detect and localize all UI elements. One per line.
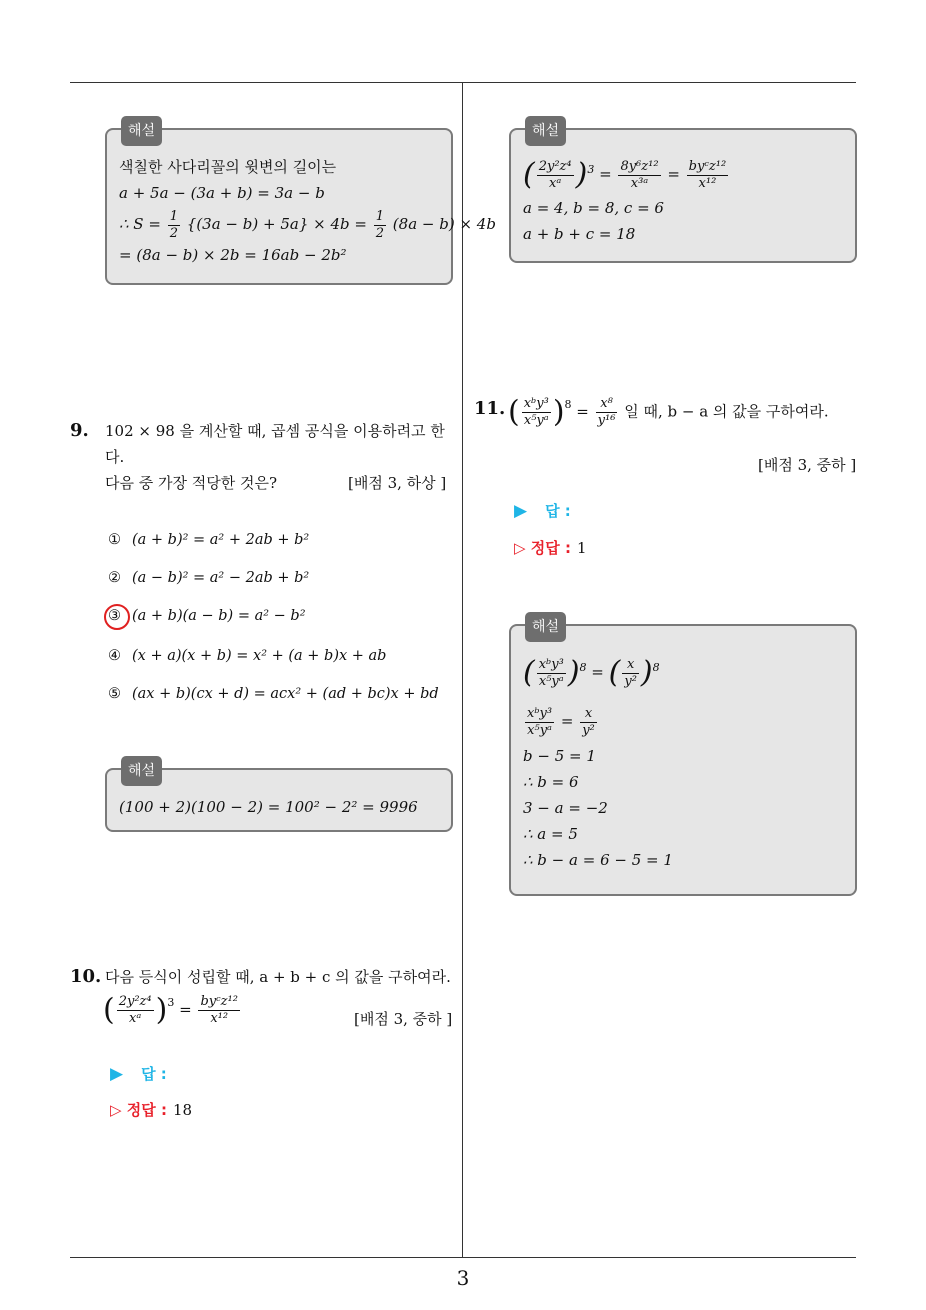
question-line: 일 때, b − a 의 값을 구하여라. [624,402,829,421]
choice-expr: (a + b)(a − b) = a² − b² [132,608,306,624]
answer-field-11[interactable] [514,500,571,521]
fraction: $\frac{1}{2}$ [375,208,385,241]
choice-4[interactable] [108,648,386,664]
correct-label: 정답 : [530,539,571,557]
top-rule [70,82,856,83]
answer-label: 답 : [545,502,571,520]
correct-value: 1 [576,539,587,557]
fraction: $\frac{\text{xᵇy³}}{\text{x⁵yᵃ}}$ [538,656,564,689]
solution-line: b − 5 = 1 [523,747,596,765]
solution-line: $\frac{\text{xᵇy³}}{\text{x⁵yᵃ}}$ = $\frac{x}{\text{y²}}$ [527,705,595,738]
answer-field-10[interactable] [110,1063,167,1084]
choice-mark: ④ [108,648,121,664]
correct-value: 18 [172,1101,193,1119]
choice-mark: ③ [108,608,121,624]
outline-triangle-icon: ▷ [110,1101,127,1119]
solution-line: = (8a − b) × 2b = 16ab − 2b² [119,246,347,264]
choice-expr: (x + a)(x + b) = x² + (a + b)x + ab [132,648,387,664]
solution-tag: 해설 [525,612,566,642]
answer-label: 답 : [141,1065,167,1083]
math-text: {(3a − b) + 5a} × 4b = [186,215,367,233]
correct-answer-11 [514,537,587,558]
play-triangle-icon: ▶ [514,501,528,521]
solution-box-q9 [105,763,453,832]
solution-box-q10 [509,123,857,263]
bottom-rule [70,1257,856,1258]
solution-line: a + b + c = 18 [523,225,636,243]
solution-line: a + 5a − (3a + b) = 3a − b [119,184,325,202]
solution-tag: 해설 [121,756,162,786]
question-number-9: 9. [70,420,89,441]
score-label-9: [배점 3, 하상 ] [348,474,447,492]
choice-3[interactable] [108,608,306,624]
choice-expr: (ax + b)(cx + d) = acx² + (ad + bc)x + bd [132,686,439,702]
solution-line: ∴ b = 6 [523,773,579,791]
fraction: $\frac{x}{\text{y²}}$ [624,656,637,689]
solution-box-q11 [509,619,857,896]
fraction: $\frac{\text{xᵇy³}}{\text{x⁵yᵃ}}$ [527,705,553,738]
solution-line: ∴ b − a = 6 − 5 = 1 [523,851,673,869]
question-number-10: 10. [70,966,102,987]
solution-tag: 해설 [121,116,162,146]
fraction: $\frac{1}{2}$ [169,208,178,241]
outline-triangle-icon: ▷ [514,539,531,557]
fraction: $\frac{x}{\text{y²}}$ [582,705,595,738]
choice-expr: (a + b)² = a² + 2ab + b² [132,532,310,548]
page-number: 3 [456,1266,470,1290]
column-divider [462,82,463,1258]
question-number-11: 11. [474,398,506,419]
score-label-11: [배점 3, 중하 ] [758,456,857,474]
fraction: $\frac{\text{byᶜz¹²}}{\text{x¹²}}$ [200,994,238,1026]
equation-10: ( $\frac{\text{2y²z⁴}}{\text{xᵃ}}$ )$^3$ = $\frac{\text{byᶜz¹²}}{\text{x¹²}}$ [103,992,238,1028]
choice-mark: ① [108,532,121,548]
choice-expr: (a − b)² = a² − 2ab + b² [132,570,310,586]
fraction: $\frac{\text{x⁸}}{\text{y¹⁶}}$ [597,396,616,428]
question-text-10: 다음 등식이 성립할 때, a + b + c 의 값을 구하여라. [105,968,451,986]
question-text-11: ( $\frac{\text{xᵇy³}}{\text{x⁵yᵃ}}$ )$^8$ = $\frac{\text{x⁸}}{\text{y¹⁶}}$ 일 때, b − a 의 값을 구하여라. [508,394,829,430]
play-triangle-icon: ▶ [110,1064,124,1084]
question-line: 다음 중 가장 적당한 것은? [105,474,278,492]
solution-tag: 해설 [525,116,566,146]
math-text: (8a − b) × 4b [392,215,496,233]
solution-box-q8 [105,123,496,285]
choice-2[interactable] [108,570,309,586]
fraction: $\frac{\text{byᶜz¹²}}{\text{x¹²}}$ [688,158,727,191]
fraction: $\frac{\text{2y²z⁴}}{\text{xᵃ}}$ [538,158,572,191]
choice-mark: ② [108,570,121,586]
solution-line: ( $\frac{\text{2y²z⁴}}{\text{xᵃ}}$ )$^3$ = $\frac{\text{8y⁶z¹²}}{\text{x³ᵃ}}$ = $\frac{\text{byᶜz¹²}}{\text{x¹²}}$ [523,157,727,192]
correct-answer-10 [110,1099,192,1120]
choice-5[interactable] [108,686,439,702]
solution-line: ∴ a = 5 [523,825,578,843]
solution-line [119,206,496,242]
score-label-10: [배점 3, 중하 ] [354,1010,453,1028]
fraction: $\frac{\text{xᵇy³}}{\text{x⁵yᵃ}}$ [523,396,549,428]
question-line: 102 × 98 을 계산할 때, 곱셈 공식을 이용하려고 한다. [105,422,445,466]
solution-line: 3 − a = −2 [523,799,608,817]
solution-line: ( $\frac{\text{xᵇy³}}{\text{x⁵yᵃ}}$ )$^8$ = ( $\frac{x}{\text{y²}}$ )$^8$ [523,655,660,690]
solution-line: a = 4, b = 8, c = 6 [523,199,664,217]
fraction: $\frac{\text{2y²z⁴}}{\text{xᵃ}}$ [118,994,152,1026]
solution-line: 색칠한 사다리꼴의 윗변의 길이는 [119,158,337,176]
fraction: $\frac{\text{8y⁶z¹²}}{\text{x³ᵃ}}$ [620,158,659,191]
correct-label: 정답 : [126,1101,167,1119]
solution-line: (100 + 2)(100 − 2) = 100² − 2² = 9996 [119,798,418,816]
choice-1[interactable] [108,532,309,548]
choice-mark: ⑤ [108,686,121,702]
math-text: ∴ S = [119,215,161,233]
